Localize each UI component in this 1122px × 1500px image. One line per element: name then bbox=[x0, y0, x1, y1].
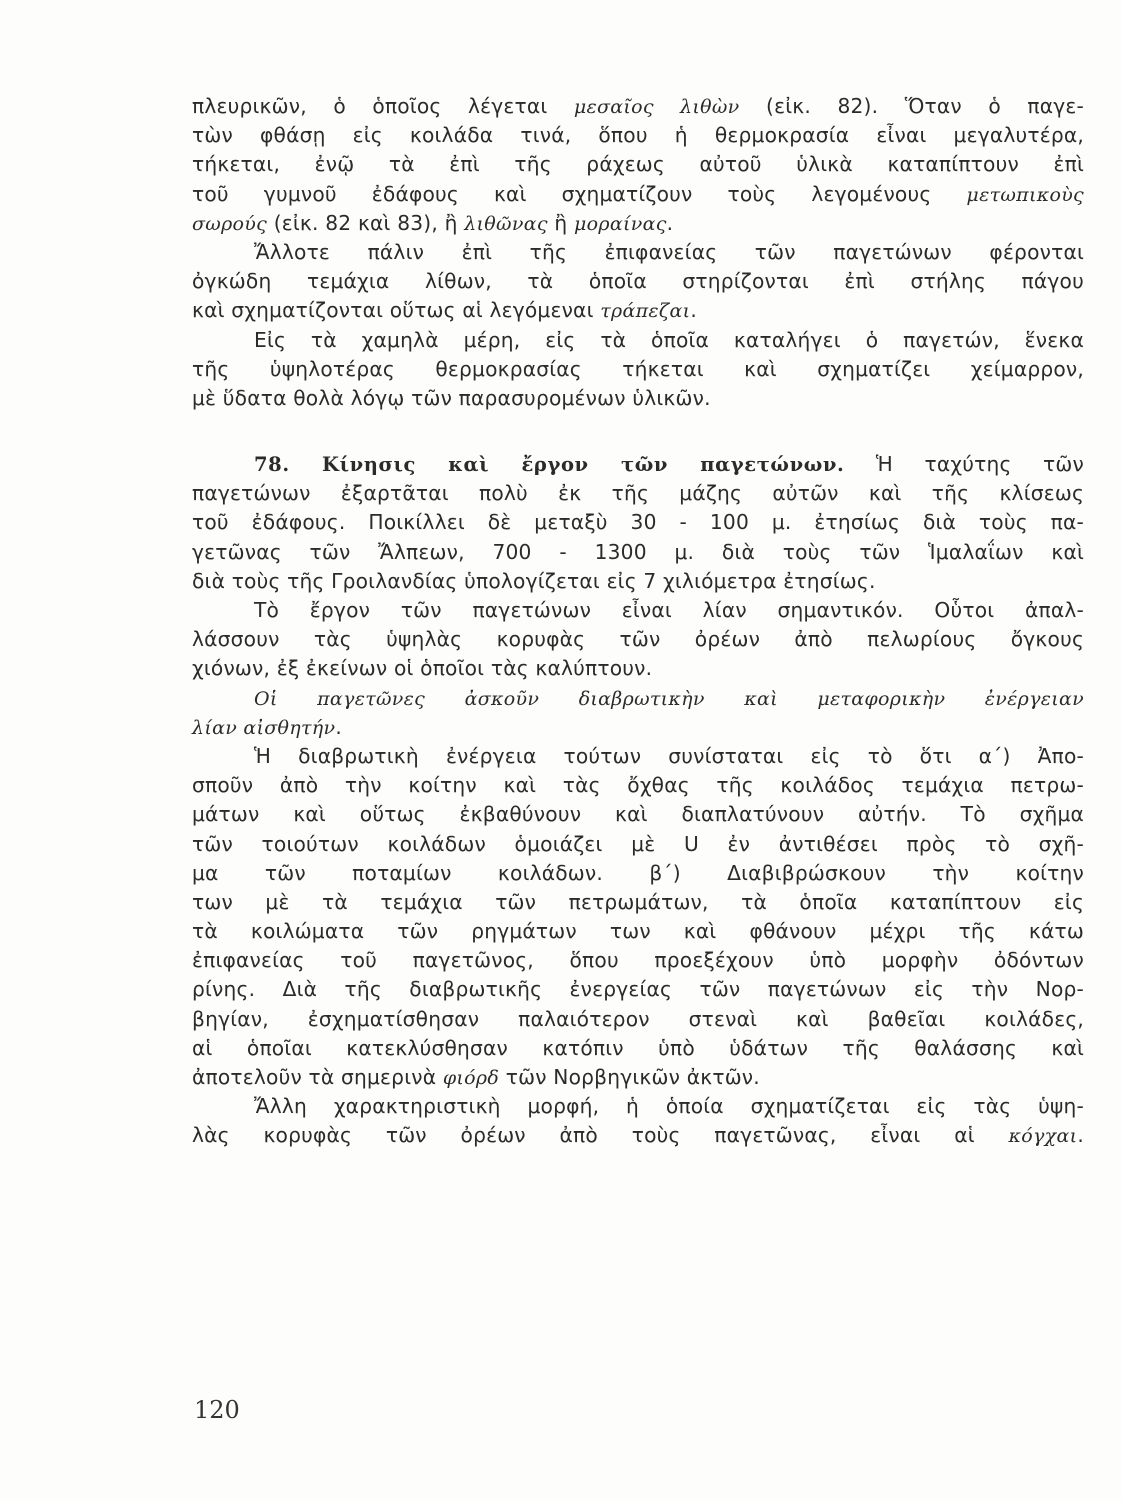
text-run: ἢ bbox=[547, 210, 574, 235]
text-line bbox=[192, 180, 1084, 209]
text-line bbox=[192, 121, 1084, 150]
italic-term: μετωπικοὺς bbox=[966, 183, 1084, 206]
italic-term: μοραίνας bbox=[574, 212, 667, 235]
text-run: . bbox=[335, 714, 342, 739]
text-run: ἐπιφανείας τοῦ παγετῶνος, ὅπου προεξέχουν ὑπὸ μορφὴν ὀδόντων bbox=[192, 948, 1084, 973]
text-line bbox=[192, 596, 1084, 625]
text-run: λάσσουν τὰς ὑψηλὰς κορυφὰς τῶν ὀρέων ἀπὸ πελωρίους ὄγκους bbox=[192, 627, 1084, 652]
section-heading: 78. Κίνησις καὶ ἔργον τῶν παγετώνων. bbox=[254, 453, 845, 477]
text-run: τῆς ὑψηλοτέρας θερμοκρασίας τήκεται καὶ σχηματίζει χείμαρρον, bbox=[192, 356, 1084, 381]
text-run: τῶν Νορβηγικῶν ἀκτῶν. bbox=[499, 1065, 760, 1089]
text-line bbox=[192, 1005, 1084, 1034]
text-run: Εἰς τὰ χαμηλὰ μέρη, εἰς τὰ ὁποῖα καταλήγει ὁ παγετών, ἕνεκα bbox=[254, 327, 1084, 352]
text-run: τῶν τοιούτων κοιλάδων ὁμοιάζει μὲ U ἐν ἀντιθέσει πρὸς τὸ σχῆ- bbox=[192, 831, 1084, 856]
text-line bbox=[192, 508, 1084, 537]
text-line bbox=[192, 296, 1084, 325]
text-line bbox=[192, 654, 1084, 683]
text-run: πλευρικῶν, ὁ ὁποῖος λέγεται bbox=[192, 94, 574, 118]
text-line bbox=[192, 355, 1084, 384]
text-line bbox=[192, 238, 1084, 267]
text-run: αἱ ὁποῖαι κατεκλύσθησαν κατόπιν ὑπὸ ὑδάτων τῆς θαλάσσης καὶ bbox=[192, 1035, 1084, 1060]
page-number: 120 bbox=[194, 1396, 240, 1424]
text-run: γετῶνας τῶν Ἄλπεων, 700 - 1300 μ. διὰ τοὺς τῶν Ἱμαλαΐων καὶ bbox=[192, 539, 1084, 564]
text-run: Ἡ ταχύτης τῶν bbox=[844, 452, 1084, 477]
text-line bbox=[192, 771, 1084, 800]
italic-term: φιόρδ bbox=[442, 1067, 500, 1089]
text-line bbox=[192, 888, 1084, 917]
text-line bbox=[192, 1092, 1084, 1121]
text-line bbox=[192, 1063, 1084, 1092]
text-line bbox=[192, 975, 1084, 1004]
text-line bbox=[192, 917, 1084, 946]
text-run: παγετώνων ἐξαρτᾶται πολὺ ἐκ τῆς μάζης αὐτῶν καὶ τῆς κλίσεως bbox=[192, 481, 1084, 506]
text-line bbox=[192, 92, 1084, 121]
text-line bbox=[192, 538, 1084, 567]
text-run: λὰς κορυφὰς τῶν ὀρέων ἀπὸ τοὺς παγετῶνας, εἶναι αἱ bbox=[192, 1123, 1009, 1148]
text-line bbox=[192, 684, 1084, 713]
text-line bbox=[192, 479, 1084, 508]
text-run: ρίνης. Διὰ τῆς διαβρωτικῆς ἐνεργείας τῶν παγετώνων εἰς τὴν Νορ- bbox=[192, 977, 1084, 1002]
text-run: τὼν φθάσῃ εἰς κοιλάδα τινά, ὅπου ἡ θερμοκρασία εἶναι μεγαλυτέρα, bbox=[192, 123, 1084, 148]
text-run: μάτων καὶ οὕτως ἐκβαθύνουν καὶ διαπλατύνουν αὐτήν. Τὸ σχῆμα bbox=[192, 802, 1084, 827]
text-line bbox=[192, 713, 1084, 742]
text-line bbox=[192, 946, 1084, 975]
text-run: Τὸ ἔργον τῶν παγετώνων εἶναι λίαν σημαντικόν. Οὗτοι ἀπαλ- bbox=[254, 598, 1084, 622]
text-run: (εἰκ. 82). Ὅταν ὁ παγε- bbox=[739, 94, 1084, 118]
text-run: σποῦν ἀπὸ τὴν κοίτην καὶ τὰς ὄχθας τῆς κοιλάδος τεμάχια πετρω- bbox=[192, 773, 1084, 798]
text-run: βηγίαν, ἐσχηματίσθησαν παλαιότερον στεναὶ καὶ βαθεῖαι κοιλάδες, bbox=[192, 1006, 1084, 1031]
italic-term: σωρούς bbox=[192, 212, 268, 235]
text-line bbox=[192, 742, 1084, 771]
text-run: μα τῶν ποταμίων κοιλάδων. β΄) Διαβιβρώσκουν τὴν κοίτην bbox=[192, 860, 1084, 885]
text-run: . bbox=[690, 298, 698, 323]
text-run: ὀγκώδη τεμάχια λίθων, τὰ ὁποῖα στηρίζονται ἐπὶ στήλης πάγου bbox=[192, 269, 1084, 294]
text-run: Ἄλλοτε πάλιν ἐπὶ τῆς ἐπιφανείας τῶν παγετώνων φέρονται bbox=[254, 239, 1084, 264]
text-line bbox=[192, 267, 1084, 296]
italic-term: κόγχαι bbox=[1008, 1125, 1078, 1148]
text-run: διὰ τοὺς τῆς Γροιλανδίας ὑπολογίζεται εἰς 7 χιλιόμετρα ἐτησίως. bbox=[192, 568, 876, 593]
italic-term: τράπεζαι bbox=[600, 300, 691, 323]
body-text bbox=[192, 92, 1084, 1151]
text-line bbox=[192, 830, 1084, 859]
text-run: Ἄλλη χαρακτηριστικὴ μορφή, ἡ ὁποία σχηματίζεται εἰς τὰς ὑψη- bbox=[254, 1094, 1084, 1119]
paragraph-gap bbox=[192, 413, 1084, 450]
italic-term: Οἱ παγετῶνες ἀσκοῦν διαβρωτικὴν καὶ μεταφορικὴν ἐνέργειαν bbox=[254, 687, 1084, 710]
italic-term: μεσαῖος λιθὼν bbox=[573, 96, 740, 118]
text-run: τήκεται, ἐνῷ τὰ ἐπὶ τῆς ράχεως αὐτοῦ ὑλικὰ καταπίπτουν ἐπὶ bbox=[192, 152, 1084, 177]
text-line bbox=[192, 625, 1084, 654]
text-run: ἀποτελοῦν τὰ σημερινὰ bbox=[192, 1065, 443, 1089]
italic-term: λιθῶνας bbox=[464, 212, 548, 235]
text-run: (εἰκ. 82 καὶ 83), ἢ bbox=[267, 210, 465, 235]
text-run: τοῦ γυμνοῦ ἐδάφους καὶ σχηματίζουν τοὺς λεγομένους bbox=[192, 181, 967, 206]
text-line bbox=[192, 859, 1084, 888]
text-run: καὶ σχηματίζονται οὕτως αἱ λεγόμεναι bbox=[192, 298, 601, 323]
text-run: Ἡ διαβρωτικὴ ἐνέργεια τούτων συνίσταται εἰς τὸ ὅτι α΄) Ἀπο- bbox=[254, 743, 1084, 768]
text-run: . bbox=[666, 210, 674, 235]
text-line bbox=[192, 567, 1084, 596]
text-run: τοῦ ἐδάφους. Ποικίλλει δὲ μεταξὺ 30 - 100 μ. ἐτησίως διὰ τοὺς πα- bbox=[192, 510, 1084, 535]
text-line bbox=[192, 209, 1084, 238]
text-run: των μὲ τὰ τεμάχια τῶν πετρωμάτων, τὰ ὁποῖα καταπίπτουν εἰς bbox=[192, 889, 1084, 914]
italic-term: λίαν αἰσθητήν bbox=[192, 716, 336, 739]
text-line bbox=[192, 384, 1084, 413]
text-line bbox=[192, 150, 1084, 179]
text-run: . bbox=[1077, 1123, 1084, 1148]
text-line bbox=[192, 800, 1084, 829]
text-run: χιόνων, ἐξ ἐκείνων οἱ ὁποῖοι τὰς καλύπτουν. bbox=[192, 656, 653, 681]
text-run: μὲ ὕδατα θολὰ λόγῳ τῶν παρασυρομένων ὑλικῶν. bbox=[192, 385, 711, 410]
text-line bbox=[192, 326, 1084, 355]
text-line bbox=[192, 1121, 1084, 1150]
text-line bbox=[192, 450, 1084, 479]
text-line bbox=[192, 1034, 1084, 1063]
text-run: τὰ κοιλώματα τῶν ρηγμάτων των καὶ φθάνουν μέχρι τῆς κάτω bbox=[192, 919, 1084, 944]
